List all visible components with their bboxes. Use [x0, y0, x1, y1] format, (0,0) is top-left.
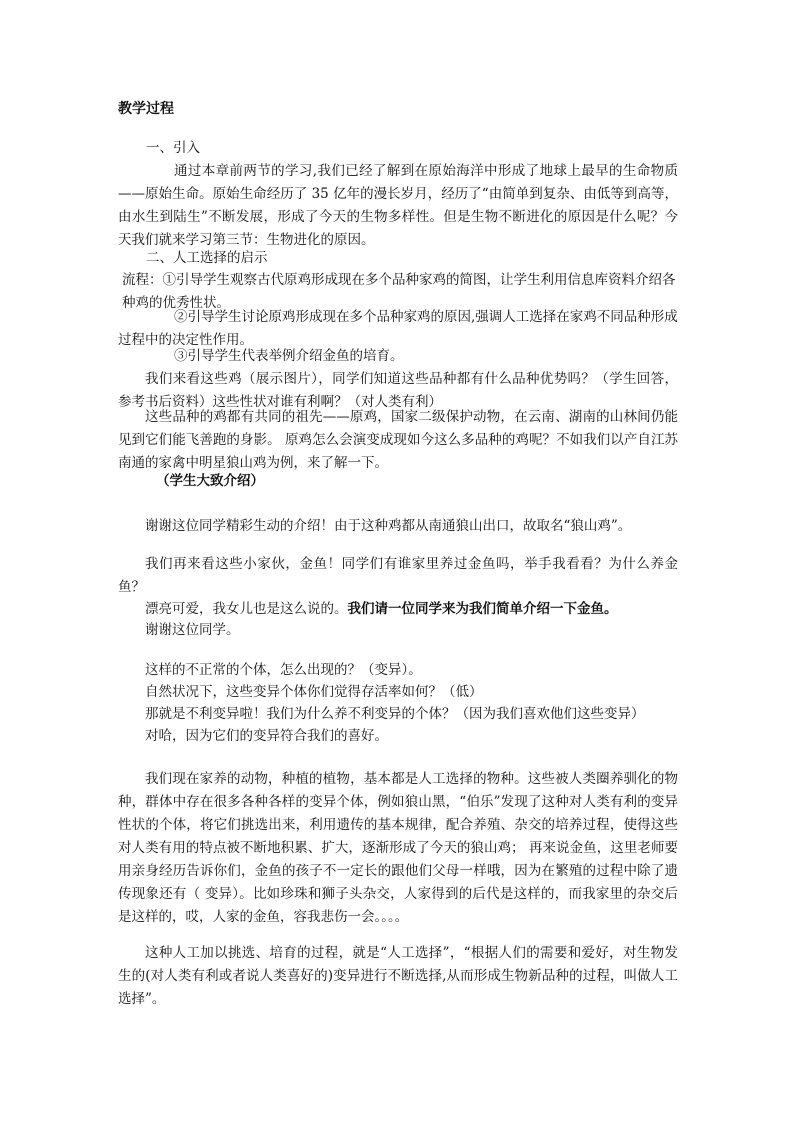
question-1: 这样的不正常的个体，怎么出现的？（变异）。	[145, 662, 422, 678]
flow-step-2: ②引导学生讨论原鸡形成现在多个品种家鸡的原因,强调人工选择在家鸡不同品种形成过程中的决定性作用。	[118, 309, 678, 348]
definition-paragraph: 这种人工加以挑选、培育的过程，就是“人工选择”，“根据人们的需要和爱好，对生物发生的(对人类有利或者说人类喜好的)变异进行不断选择,从而形成生物新品种的过程，叫做人工选择”。	[118, 945, 678, 1007]
pretty-paragraph	[118, 598, 678, 621]
flow-step-1: 流程：①引导学生观察古代原鸡形成现在多个品种家鸡的简图，让学生利用信息库资料介绍各种鸡的优秀性状。	[122, 272, 676, 311]
pretty-text: 漂亮可爱，我女儿也是这么说的。	[145, 601, 348, 617]
chickens-paragraph: 我们来看这些鸡（展示图片），同学们知道这些品种都有什么品种优势吗？（学生回答，参考书后资料）这些性状对谁有利啊？（对人类有利）	[118, 371, 678, 410]
intro-paragraph: 通过本章前两节的学习,我们已经了解到在原始海洋中形成了地球上最早的生命物质——原始生命。原始生命经历了 35 亿年的漫长岁月，经历了“由简单到复杂、由低等到高等，由水生到陆生”不断发展，形成了今天的生物多样性。但是生物不断进化的原因是什么呢？今天我们就来学习第三节：生物进化的原因。	[118, 163, 678, 248]
question-3: 那就是不利变异啦！我们为什么养不利变异的个体？（因为我们喜欢他们这些变异）	[145, 706, 645, 722]
page-title: 教学过程	[118, 101, 174, 117]
ancestor-paragraph: 这些品种的鸡都有共同的祖先——原鸡，国家二级保护动物，在云南、湖南的山林间仍能见到它们能飞善跑的身影。 原鸡怎么会演变成现如今这么多品种的鸡呢？不如我们以产自江苏南通的家禽中明星狼山鸡为例，来了解一下。	[118, 409, 678, 471]
artificial-selection-heading: 二、人工选择的启示	[146, 250, 268, 266]
domestic-paragraph: 我们现在家养的动物，种植的植物，基本都是人工选择的物种。这些被人类圈养驯化的物种，群体中存在很多各种各样的变异个体，例如狼山黑，“伯乐”发现了这种对人类有利的变异性状的个体，将它们挑选出来，利用遗传的基本规律，配合养殖、杂交的培养过程，使得这些对人类有用的特点被不断地积累、扩大，逐渐形成了今天的狼山鸡； 再来说金鱼，这里老师要用亲身经历告诉你们，金鱼的孩子不一定长的跟他们父母一样哦，因为在繁殖的过程中除了遗传现象还有（ 变异）。比如珍珠和狮子头杂交，人家得到的后代是这样的，而我家里的杂交后是这样的，哎，人家的金鱼，容我悲伤一会。。。。	[118, 771, 678, 925]
pretty-request-text: 我们请一位同学来为我们简单介绍一下金鱼。	[347, 601, 618, 617]
goldfish-paragraph: 我们再来看这些小家伙，金鱼！同学们有谁家里养过金鱼吗，举手我看看？为什么养金鱼？	[118, 556, 678, 595]
student-intro-note: （学生大致介绍）	[156, 473, 264, 489]
question-2: 自然状况下，这些变异个体你们觉得存活率如何？（低）	[145, 684, 483, 700]
thanks-paragraph: 谢谢这位同学精彩生动的介绍！由于这种鸡都从南通狼山出口，故取名“狼山鸡”。	[145, 518, 632, 534]
flow-step-3: ③引导学生代表举例介绍金鱼的培育。	[174, 348, 404, 364]
thanks2-paragraph: 谢谢这位同学。	[145, 622, 240, 638]
intro-heading: 一、引入	[146, 140, 200, 156]
question-4: 对哈，因为它们的变异符合我们的喜好。	[145, 728, 388, 744]
